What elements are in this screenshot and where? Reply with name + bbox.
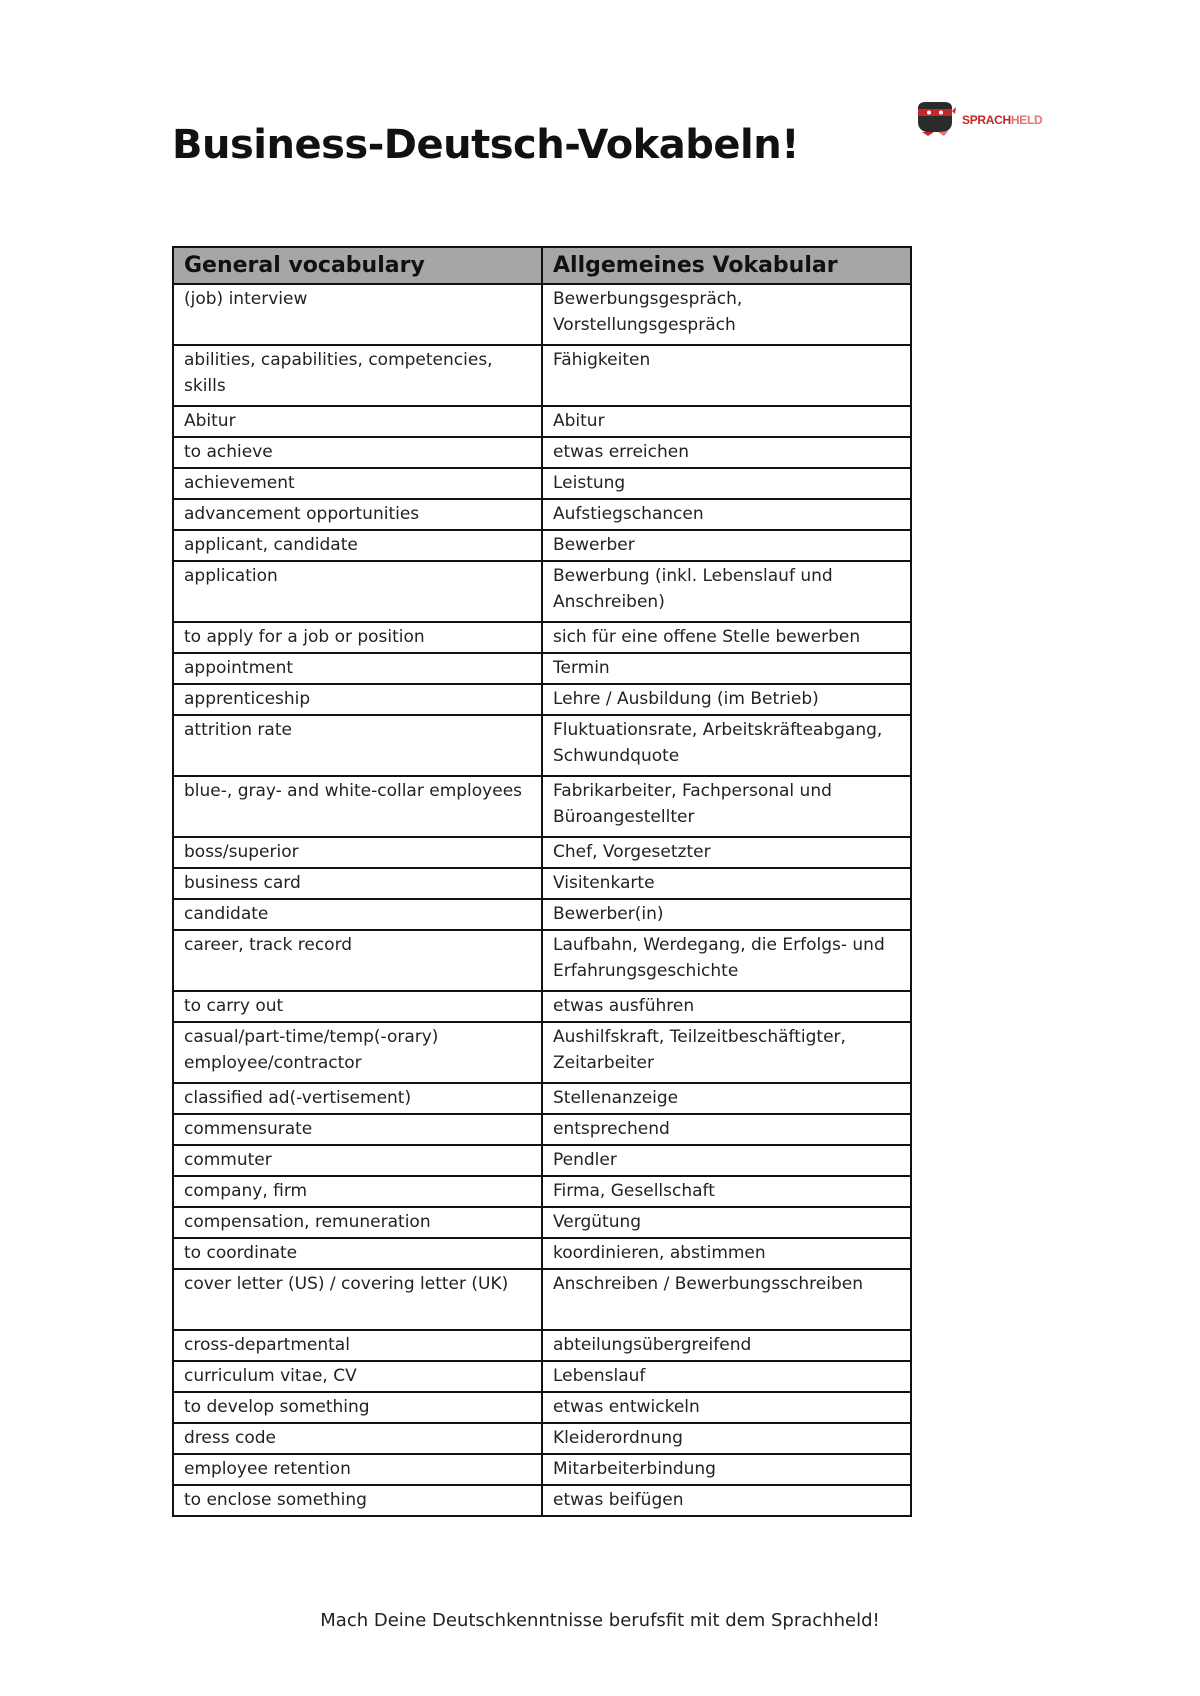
english-term: candidate bbox=[173, 899, 542, 930]
german-term: abteilungsübergreifend bbox=[542, 1330, 911, 1361]
table-row bbox=[173, 1145, 911, 1176]
table-row bbox=[173, 561, 911, 622]
table-row bbox=[173, 345, 911, 406]
english-term: cross-departmental bbox=[173, 1330, 542, 1361]
english-term: boss/superior bbox=[173, 837, 542, 868]
german-term: Pendler bbox=[542, 1145, 911, 1176]
english-term: employee retention bbox=[173, 1454, 542, 1485]
german-term: Aufstiegschancen bbox=[542, 499, 911, 530]
table-row bbox=[173, 1083, 911, 1114]
table-row bbox=[173, 1485, 911, 1516]
german-term: entsprechend bbox=[542, 1114, 911, 1145]
column-header-english: General vocabulary bbox=[173, 247, 542, 284]
english-term: compensation, remuneration bbox=[173, 1207, 542, 1238]
german-term: Mitarbeiterbindung bbox=[542, 1454, 911, 1485]
table-row bbox=[173, 653, 911, 684]
english-term: casual/part-time/temp(-orary) employee/contractor bbox=[173, 1022, 542, 1083]
table-row bbox=[173, 1423, 911, 1454]
german-term: Fabrikarbeiter, Fachpersonal und Büroangestellter bbox=[542, 776, 911, 837]
english-term: curriculum vitae, CV bbox=[173, 1361, 542, 1392]
brand-wordmark-part1: SPRACH bbox=[962, 113, 1011, 127]
english-term: abilities, capabilities, competencies, skills bbox=[173, 345, 542, 406]
english-term: advancement opportunities bbox=[173, 499, 542, 530]
table-row bbox=[173, 899, 911, 930]
table-row bbox=[173, 1207, 911, 1238]
table-row bbox=[173, 622, 911, 653]
table-row bbox=[173, 499, 911, 530]
german-term: koordinieren, abstimmen bbox=[542, 1238, 911, 1269]
german-term: Termin bbox=[542, 653, 911, 684]
table-row bbox=[173, 684, 911, 715]
german-term: Leistung bbox=[542, 468, 911, 499]
english-term: career, track record bbox=[173, 930, 542, 991]
table-row bbox=[173, 437, 911, 468]
table-row bbox=[173, 715, 911, 776]
brand-wordmark bbox=[962, 113, 1042, 127]
english-term: to achieve bbox=[173, 437, 542, 468]
table-row bbox=[173, 1392, 911, 1423]
english-term: Abitur bbox=[173, 406, 542, 437]
german-term: Firma, Gesellschaft bbox=[542, 1176, 911, 1207]
english-term: classified ad(-vertisement) bbox=[173, 1083, 542, 1114]
german-term: Abitur bbox=[542, 406, 911, 437]
brand-logo bbox=[914, 100, 1042, 140]
table-row bbox=[173, 284, 911, 345]
german-term: Fluktuationsrate, Arbeitskräfteabgang, Schwundquote bbox=[542, 715, 911, 776]
table-row bbox=[173, 1454, 911, 1485]
german-term: Chef, Vorgesetzter bbox=[542, 837, 911, 868]
english-term: dress code bbox=[173, 1423, 542, 1454]
english-term: (job) interview bbox=[173, 284, 542, 345]
table-row bbox=[173, 406, 911, 437]
german-term: Anschreiben / Bewerbungsschreiben bbox=[542, 1269, 911, 1330]
column-header-german: Allgemeines Vokabular bbox=[542, 247, 911, 284]
table-row bbox=[173, 1330, 911, 1361]
german-term: Bewerber bbox=[542, 530, 911, 561]
german-term: Laufbahn, Werdegang, die Erfolgs- und Erfahrungsgeschichte bbox=[542, 930, 911, 991]
german-term: Kleiderordnung bbox=[542, 1423, 911, 1454]
table-row bbox=[173, 868, 911, 899]
german-term: Lebenslauf bbox=[542, 1361, 911, 1392]
table-row bbox=[173, 1361, 911, 1392]
german-term: etwas beifügen bbox=[542, 1485, 911, 1516]
english-term: apprenticeship bbox=[173, 684, 542, 715]
english-term: appointment bbox=[173, 653, 542, 684]
english-term: commensurate bbox=[173, 1114, 542, 1145]
english-term: to apply for a job or position bbox=[173, 622, 542, 653]
table-row bbox=[173, 837, 911, 868]
table-row bbox=[173, 530, 911, 561]
german-term: Visitenkarte bbox=[542, 868, 911, 899]
table-row bbox=[173, 1238, 911, 1269]
page-footer: Mach Deine Deutschkenntnisse berufsfit mit dem Sprachheld! bbox=[320, 1610, 880, 1631]
german-term: etwas erreichen bbox=[542, 437, 911, 468]
table-header-row bbox=[173, 247, 911, 284]
table-row bbox=[173, 930, 911, 991]
german-term: Lehre / Ausbildung (im Betrieb) bbox=[542, 684, 911, 715]
german-term: Aushilfskraft, Teilzeitbeschäftigter, Zeitarbeiter bbox=[542, 1022, 911, 1083]
english-term: applicant, candidate bbox=[173, 530, 542, 561]
german-term: etwas ausführen bbox=[542, 991, 911, 1022]
table-row bbox=[173, 1176, 911, 1207]
english-term: attrition rate bbox=[173, 715, 542, 776]
english-term: blue-, gray- and white-collar employees bbox=[173, 776, 542, 837]
table-row bbox=[173, 991, 911, 1022]
english-term: commuter bbox=[173, 1145, 542, 1176]
german-term: Stellenanzeige bbox=[542, 1083, 911, 1114]
german-term: Bewerbung (inkl. Lebenslauf und Anschreiben) bbox=[542, 561, 911, 622]
table-row bbox=[173, 1022, 911, 1083]
table-row bbox=[173, 1269, 911, 1330]
english-term: application bbox=[173, 561, 542, 622]
german-term: Bewerber(in) bbox=[542, 899, 911, 930]
english-term: to enclose something bbox=[173, 1485, 542, 1516]
page-title: Business-Deutsch-Vokabeln! bbox=[172, 122, 799, 168]
english-term: to carry out bbox=[173, 991, 542, 1022]
german-term: etwas entwickeln bbox=[542, 1392, 911, 1423]
english-term: to coordinate bbox=[173, 1238, 542, 1269]
table-row bbox=[173, 776, 911, 837]
ninja-logo-icon bbox=[914, 100, 956, 140]
english-term: achievement bbox=[173, 468, 542, 499]
german-term: Bewerbungsgespräch, Vorstellungsgespräch bbox=[542, 284, 911, 345]
english-term: company, firm bbox=[173, 1176, 542, 1207]
english-term: cover letter (US) / covering letter (UK) bbox=[173, 1269, 542, 1330]
table-row bbox=[173, 1114, 911, 1145]
german-term: sich für eine offene Stelle bewerben bbox=[542, 622, 911, 653]
vocabulary-table bbox=[172, 246, 912, 1517]
german-term: Fähigkeiten bbox=[542, 345, 911, 406]
german-term: Vergütung bbox=[542, 1207, 911, 1238]
english-term: business card bbox=[173, 868, 542, 899]
table-row bbox=[173, 468, 911, 499]
brand-wordmark-part2: HELD bbox=[1010, 113, 1043, 127]
english-term: to develop something bbox=[173, 1392, 542, 1423]
